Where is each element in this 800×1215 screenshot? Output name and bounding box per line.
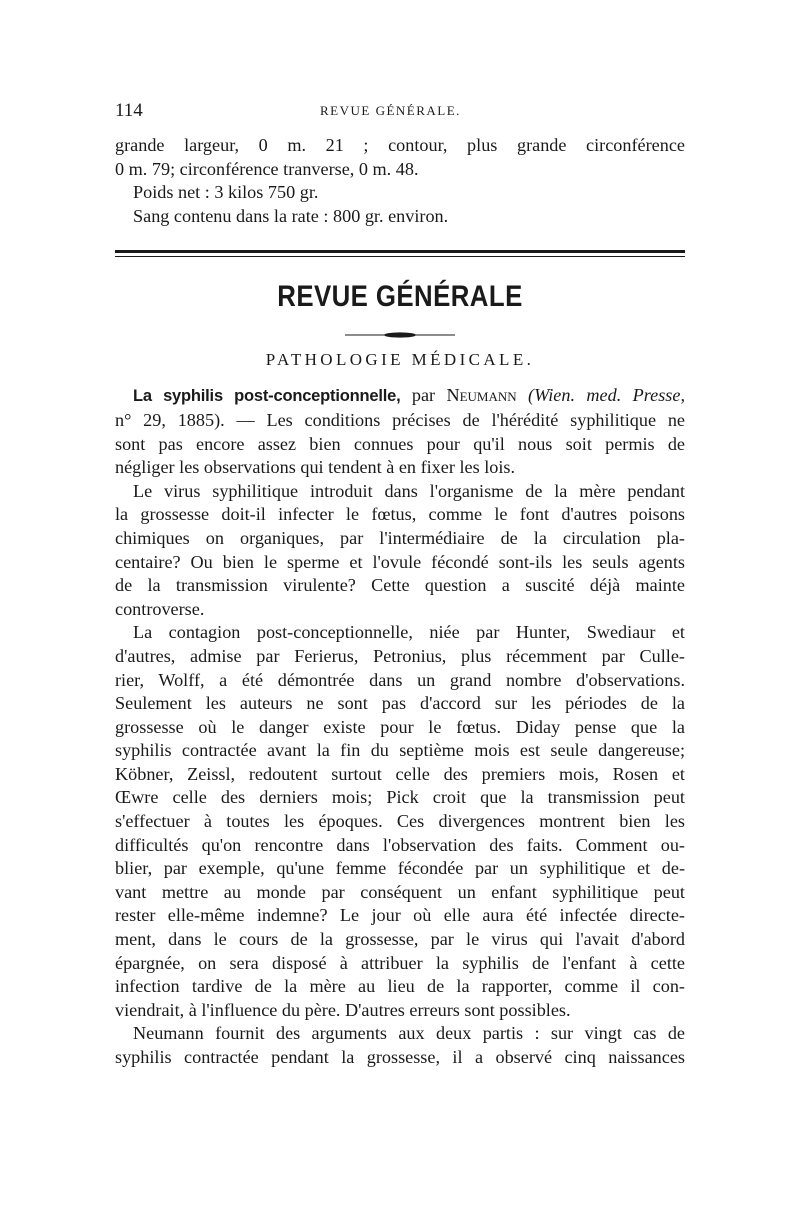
text-line: Sang contenu dans la rate : 800 gr. environ.: [133, 205, 449, 226]
article-lead-line: [115, 384, 685, 409]
text-line: Le virus syphilitique introduit dans l'organisme de la mère pendant: [133, 480, 685, 501]
text-line: Köbner, Zeissl, redoutent surtout celle des premiers mois, Rosen et: [115, 763, 685, 784]
text-line: grande largeur, 0 m. 21 ; contour, plus grande circonférence: [115, 135, 685, 155]
subsection-title: PATHOLOGIE MÉDICALE.: [265, 350, 535, 370]
section-title: REVUE GÉNÉRALE: [277, 280, 523, 314]
text-line: syphilis contractée avant la fin du septième mois est seule dangereuse;: [115, 740, 685, 761]
text-line: sont pas encore assez bien connues pour qu'il nous soit permis de: [115, 433, 685, 454]
book-page: [115, 100, 685, 1070]
text-line: épargnée, on sera disposé à attribuer la syphilis de l'enfant à cette: [115, 952, 685, 973]
text-line: difficultés qu'on rencontre dans l'observation des faits. Comment ou-: [115, 834, 685, 855]
text-line: viendrait, à l'influence du père. D'autres erreurs sont possibles.: [115, 999, 571, 1020]
thick-rule: [115, 250, 685, 253]
text-line: la grossesse doit-il infecter le fœtus, comme le font d'autres poisons: [115, 504, 685, 525]
text-line: de la transmission virulente? Cette question a suscité déjà mainte: [115, 575, 685, 596]
text-line: La contagion post-conceptionnelle, niée par Hunter, Swediaur et: [133, 622, 685, 643]
text-line: vant mettre au monde par conséquent un enfant syphilitique peut: [115, 881, 685, 902]
article: [115, 384, 685, 1069]
text-line: négliger les observations qui tendent à en fixer les lois.: [115, 457, 516, 478]
article-paragraph-3: [115, 621, 685, 1022]
article-source: (Wien. med. Presse,: [516, 385, 685, 406]
article-lead-by: par: [400, 385, 447, 406]
text-line: rier, Wolff, a été démontrée dans un grand nombre d'observations.: [115, 669, 685, 690]
text-line: s'effectuer à toutes les époques. Ces divergences montrent bien les: [115, 811, 685, 832]
double-rule-divider: [115, 250, 685, 260]
text-line: n° 29, 1885). — Les conditions précises de l'hérédité syphilitique ne: [115, 409, 685, 430]
text-line: chimiques on organiques, par l'intermédiaire de la circulation pla-: [115, 527, 685, 548]
article-author: Neumann: [446, 385, 517, 406]
text-line: blier, par exemple, qu'une femme fécondée par un syphilitique et de-: [115, 858, 685, 879]
article-paragraph-1: [115, 384, 685, 409]
running-head: [115, 100, 685, 122]
text-line: Neumann fournit des arguments aux deux partis : sur vingt cas de: [133, 1023, 685, 1044]
article-paragraph-4: [115, 1022, 685, 1069]
intro-text: [115, 134, 685, 228]
text-line: Seulement les auteurs ne sont pas d'accord sur les périodes de la: [115, 693, 685, 714]
page-number: 114: [115, 100, 143, 121]
article-paragraph-2: [115, 480, 685, 622]
text-line: controverse.: [115, 598, 205, 619]
text-line: rester elle-même indemne? Le jour où elle aura été infectée directe-: [115, 905, 685, 926]
running-title: REVUE GÉNÉRALE.: [320, 103, 461, 118]
text-line: d'autres, admise par Ferierus, Petronius, plus récemment par Culle-: [115, 645, 685, 666]
text-line: infection tardive de la mère au lieu de la rapporter, comme il con-: [115, 976, 685, 997]
article-lead-title: La syphilis post-conceptionnelle,: [133, 387, 401, 406]
text-line: ment, dans le cours de la grossesse, par le virus qui l'avait d'abord: [115, 929, 685, 950]
article-paragraph-1-cont: [115, 409, 685, 480]
thin-rule: [115, 256, 685, 257]
text-line: grossesse où le danger existe pour le fœtus. Diday pense que la: [115, 716, 685, 737]
text-line: 0 m. 79; circonférence tranverse, 0 m. 48.: [115, 158, 419, 179]
ornament-divider: [115, 324, 685, 334]
text-line: Œwre celle des derniers mois; Pick croit que la transmission peut: [115, 787, 685, 808]
text-line: centaire? Ou bien le sperme et l'ovule fécondé sont-ils les seuls agents: [115, 551, 685, 572]
text-line: syphilis contractée pendant la grossesse, il a observé cinq naissances: [115, 1047, 685, 1067]
ornament-icon: [345, 331, 455, 339]
text-line: Poids net : 3 kilos 750 gr.: [133, 182, 319, 203]
